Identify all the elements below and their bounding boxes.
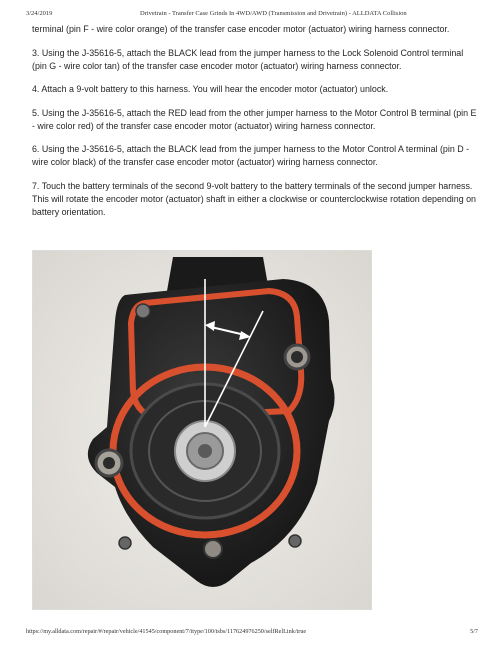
page-title: Drivetrain - Transfer Case Grinds In 4WD/AWD (Transmission and Drivetrain) - ALLDATA Collision [140,10,407,17]
mounting-hole [204,540,222,558]
print-header [0,10,502,20]
bolt-head [136,304,150,318]
mounting-hole-center [291,351,303,363]
bolt-head [119,537,131,549]
page-number: 5/7 [470,628,478,635]
procedure-steps [32,23,478,229]
step-text: 6. Using the J-35616-5, attach the BLACK lead from the jumper harness to the Motor Control A terminal (pin D - wire color black) of the transfer case encoder motor (actuator) wiring harness connector. [32,144,470,167]
step-text: terminal (pin F - wire color orange) of the transfer case encoder motor (actuator) wiring harness connector. [32,24,450,34]
shaft-center [198,444,212,458]
page-url: https://my.alldata.com/repair/#/repair/vehicle/41545/component/7/itype/100/tsbs/117624976250/selfRelLink/true [26,628,307,635]
encoder-motor-photo [32,250,372,610]
step-text: 4. Attach a 9-volt battery to this harness. You will hear the encoder motor (actuator) unlock. [32,84,389,94]
mounting-hole-center [103,457,115,469]
encoder-motor-illustration [33,251,371,609]
print-date: 3/24/2019 [26,10,53,17]
step-text: 3. Using the J-35616-5, attach the BLACK lead from the jumper harness to the Lock Solenoid Control terminal (pin G - wire color tan) of the transfer case encoder motor (actuator) wiring harness connector. [32,47,464,71]
step-text: 7. Touch the battery terminals of the second 9-volt battery to the battery terminals of the second jumper harness. This will rotate the encoder motor (actuator) shaft in either a clockwise or counterclockwise rotation depending on battery orientation. [32,180,476,217]
step-text: 5. Using the J-35616-5, attach the RED lead from the other jumper harness to the Motor Control B terminal (pin E - wire color red) of the transfer case encoder motor (actuator) wiring harness connector. [32,107,477,131]
bolt-head [289,535,301,547]
print-footer [0,628,502,638]
